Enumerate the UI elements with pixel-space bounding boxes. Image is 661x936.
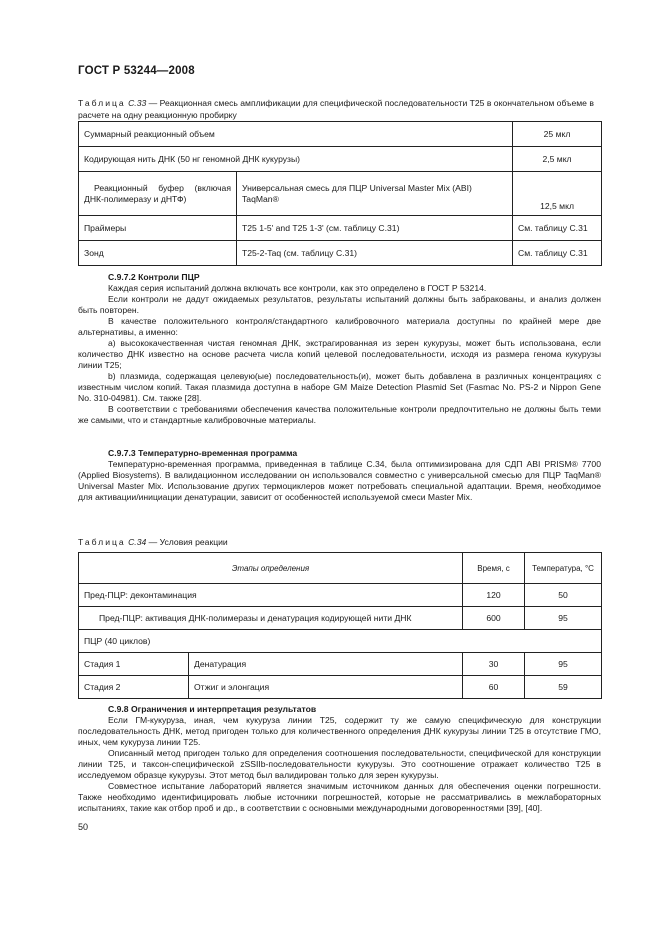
- reaction-mix-table: [78, 121, 602, 266]
- paragraph: Совместное испытание лабораторий является значимым источником данных для обеспечения оценки погрешности. Также необходимо идентифицировать любые источники погрешностей, которые не рассматривались в межлабораторных испытаниях, такие как отбор проб и др., в соответствии с основными международными договоренностями [39], [40].: [78, 781, 601, 813]
- table-cell: Кодирующая нить ДНК (50 нг геномной ДНК кукурузы): [79, 147, 513, 172]
- paragraph: Описанный метод пригоден только для определения соотношения последовательности, специфической для конструкции линии Т25, и таксон-специфической zSSIIb-последовательности кукурузы. Это соотношение отражает количество Т25 в исследуемом образце кукурузы. Этот метод был валидирован только для зерен кукурузы.: [78, 748, 601, 780]
- table-row: [79, 216, 602, 241]
- table-row: [79, 147, 602, 172]
- paragraph: Каждая серия испытаний должна включать все контроли, как это определено в ГОСТ Р 53214.: [108, 283, 487, 293]
- table-cell: 2,5 мкл: [513, 147, 602, 172]
- table-cell: 59: [525, 676, 602, 699]
- table-row: [79, 630, 602, 653]
- section-heading: [78, 448, 601, 459]
- table-row: [79, 676, 602, 699]
- table-cell: Пред-ПЦР: активация ДНК-полимеразы и денатурация кодирующей нити ДНК: [79, 607, 463, 630]
- table-cell: См. таблицу С.31: [513, 241, 602, 266]
- table-cell: 30: [463, 653, 525, 676]
- table-cell: Зонд: [79, 241, 237, 266]
- table-cell: 95: [525, 653, 602, 676]
- table-row: [79, 653, 602, 676]
- table-cell: 50: [525, 584, 602, 607]
- paragraph: а) высококачественная чистая геномная ДНК, экстрагированная из зерен кукурузы, может быть использована, если количество ДНК известно на основе расчета числа копий целевой последовательности, исходя из размера генома кукурузы линии Т25;: [78, 338, 601, 370]
- table-cell: Денатурация: [189, 653, 463, 676]
- table-cell: 120: [463, 584, 525, 607]
- paragraph: Если ГМ-кукуруза, иная, чем кукуруза линии Т25, содержит ту же самую специфическую для конструкции последовательность ДНК, метод пригоден только для количественного определения ДНК кукурузы линии Т25 в отсутствие ГМО, иных, чем кукуруза линии Т25.: [78, 715, 601, 747]
- column-header: Этапы определения: [79, 553, 463, 584]
- table-cell: ПЦР (40 циклов): [79, 630, 602, 653]
- table-cell: Универсальная смесь для ПЦР Universal Master Mix (ABI) TaqMan®: [237, 172, 513, 216]
- table-cell: Праймеры: [79, 216, 237, 241]
- table-caption-text: — Условия реакции: [148, 537, 228, 547]
- table-33-caption: [78, 97, 610, 121]
- paragraph: Температурно-временная программа, приведенная в таблице С.34, была оптимизирована для СДП ABI PRISM® 7700 (Applied Biosystems). В валидационном исследовании он использовался совместно с универсальной смесью для ПЦР TaqMan® Universal Master Mix. Использование других термоциклеров может потребовать специальной адаптации. Время, необходимое для активации/инициации денатурации, зависит от особенностей используемой смеси Master Mix.: [78, 459, 601, 502]
- section-973: [78, 448, 601, 503]
- paragraph: В соответствии с требованиями обеспечения качества положительные контроли предпочтительно не должны быть теми же самыми, что и стандартные калибровочные материалы.: [78, 404, 601, 425]
- section-number: С.9.8: [108, 704, 129, 714]
- section-972: [78, 272, 601, 426]
- table-cell: Суммарный реакционный объем: [79, 122, 513, 147]
- table-cell: Отжиг и элонгация: [189, 676, 463, 699]
- table-cell: Стадия 2: [79, 676, 189, 699]
- section-title: Температурно-временная программа: [138, 448, 298, 458]
- table-cell: 12,5 мкл: [513, 172, 602, 216]
- section-title: Ограничения и интерпретация результатов: [130, 704, 317, 714]
- table-header-row: [79, 553, 602, 584]
- table-caption-text: — Реакционная смесь амплификации для специфической последовательности Т25 в окончательном объеме в расчете на одну реакционную пробирку: [78, 98, 594, 120]
- table-label: Таблица: [78, 537, 126, 547]
- section-98: [78, 704, 601, 814]
- section-number: С.9.7.3: [108, 448, 136, 458]
- table-cell: 25 мкл: [513, 122, 602, 147]
- table-34-caption: [78, 536, 610, 548]
- table-cell: Т25-2-Taq (см. таблицу С.31): [237, 241, 513, 266]
- table-cell: Т25 1-5' and Т25 1-3' (см. таблицу С.31): [237, 216, 513, 241]
- table-row: [79, 241, 602, 266]
- table-number: С.33: [128, 98, 147, 108]
- table-label: Таблица: [78, 98, 126, 108]
- table-cell: Пред-ПЦР: деконтаминация: [79, 584, 463, 607]
- column-header: Время, с: [463, 553, 525, 584]
- table-cell: Реакционный буфер (включая ДНК-полимеразу и дНТФ): [79, 172, 237, 216]
- document-code-header: ГОСТ Р 53244—2008: [78, 65, 195, 77]
- table-cell: Стадия 1: [79, 653, 189, 676]
- table-row: [79, 122, 602, 147]
- paragraph: b) плазмида, содержащая целевую(ые) последовательность(и), может быть добавлена в различных концентрациях с известным числом копий. Такая плазмида доступна в наборе GM Maize Detection Plasmid Set (Fasmac No. PS-2 и Nippon Gene No. 310-04981). См. также [28].: [78, 371, 601, 403]
- section-heading: [78, 704, 601, 715]
- table-cell: 600: [463, 607, 525, 630]
- paragraph: В качестве положительного контроля/стандартного калибровочного материала доступны по крайней мере две альтернативы, а именно:: [78, 316, 601, 337]
- page-number: 50: [78, 822, 89, 832]
- table-row: [79, 172, 602, 216]
- reaction-conditions-table: [78, 552, 602, 699]
- section-heading: [78, 272, 601, 283]
- section-title: Контроли ПЦР: [138, 272, 200, 282]
- table-number: С.34: [128, 537, 147, 547]
- table-cell: 60: [463, 676, 525, 699]
- table-row: [79, 607, 602, 630]
- table-row: [79, 584, 602, 607]
- section-number: С.9.7.2: [108, 272, 136, 282]
- table-cell: См. таблицу С.31: [513, 216, 602, 241]
- paragraph: Если контроли не дадут ожидаемых результатов, результаты испытаний должны быть забракованы, и анализ должен быть повторен.: [78, 294, 601, 315]
- table-cell: 95: [525, 607, 602, 630]
- column-header: Температура, °С: [525, 553, 602, 584]
